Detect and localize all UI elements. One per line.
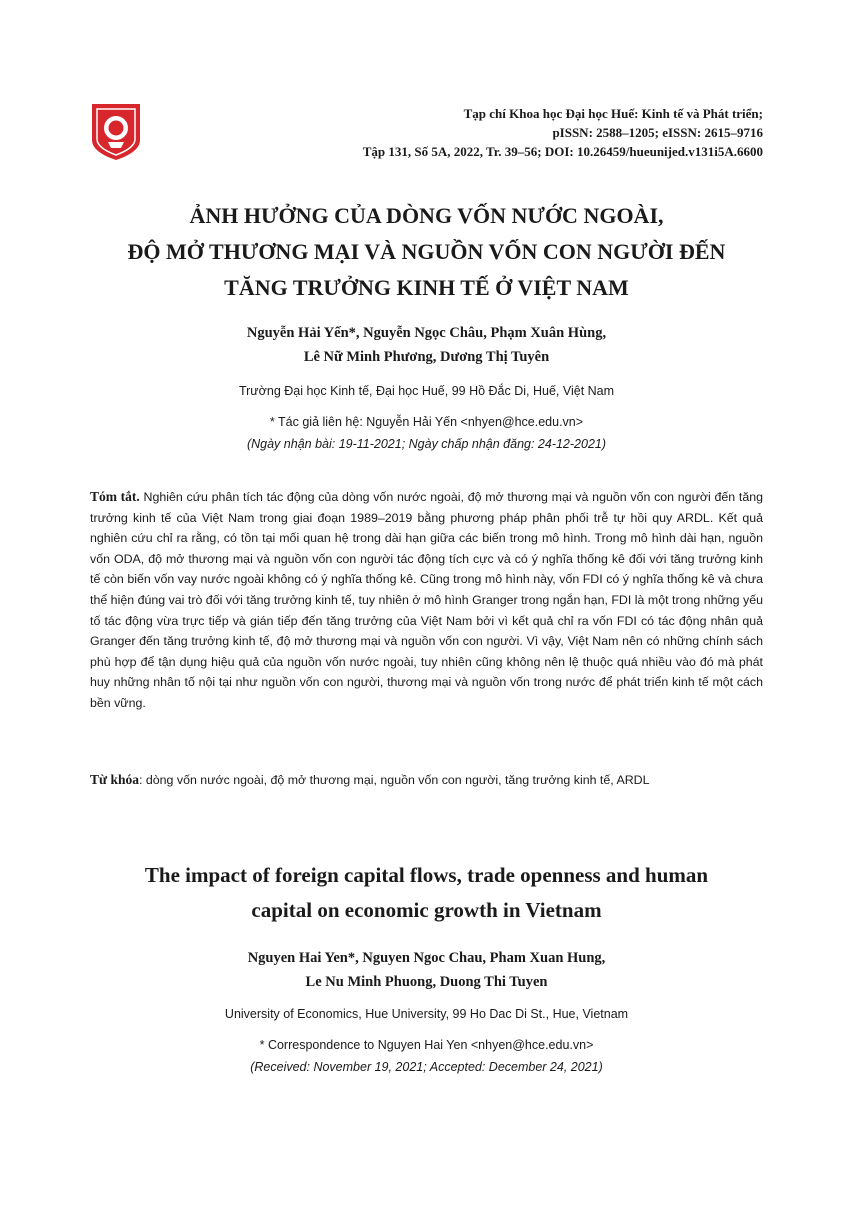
journal-header [243, 104, 763, 161]
authors-vietnamese [80, 321, 773, 369]
title-line: ẢNH HƯỞNG CỦA DÒNG VỐN NƯỚC NGOÀI, [189, 203, 664, 228]
title-english [80, 858, 773, 928]
journal-issn: pISSN: 2588–1205; eISSN: 2615–9716 [552, 125, 763, 140]
keywords-label: Từ khóa [90, 772, 139, 787]
dates-vietnamese: (Ngày nhận bài: 19-11-2021; Ngày chấp nhận đăng: 24-12-2021) [246, 437, 607, 451]
authors-line: Le Nu Minh Phuong, Duong Thi Tuyen [305, 974, 548, 990]
affiliation-english: University of Economics, Hue University, 99 Ho Dac Di St., Hue, Vietnam [224, 1007, 629, 1021]
correspondence-english: * Correspondence to Nguyen Hai Yen <nhyen@hce.edu.vn> [259, 1038, 594, 1052]
title-vietnamese [80, 198, 773, 306]
keywords-vietnamese [90, 770, 763, 790]
title-line: The impact of foreign capital flows, trade openness and human [144, 863, 709, 887]
abstract-text: Nghiên cứu phân tích tác động của dòng vốn nước ngoài, độ mở thương mại và nguồn vốn con người đến tăng trưởng kinh tế của Việt Nam trong giai đoạn 1989–2019 bằng phương pháp phân phối trễ tự hồi quy ARDL. Kết quả nghiên cứu chỉ ra rằng, có tồn tại mối quan hệ trong dài hạn giữa các biến trong mô hình. Trong mô hình dài hạn, nguồn vốn ODA, độ mở thương mại và nguồn vốn con người tác động tích cực và có ý nghĩa thống kê đối với tăng trưởng kinh tế còn biến vốn vay nước ngoài không có ý nghĩa thống kê. Cũng trong mô hình này, vốn FDI có ý nghĩa thống kê và chưa thể hiện đúng vai trò đối với tăng trưởng kinh tế, tuy nhiên ở mô hình Granger trong ngắn hạn, FDI là một trong những yếu tố tác động vừa trực tiếp và gián tiếp đến tăng trưởng của Việt Nam bởi vì kết quả chỉ ra vốn FDI có tác động nhân quả Granger đến tăng trưởng kinh tế, độ mở thương mại và nguồn vốn con người. Vì vậy, Việt Nam nên có những chính sách phù hợp để tận dụng hiệu quả của nguồn vốn nước ngoài, tuy nhiên cũng không nên lệ thuộc quá nhiều vào đó mà phát huy những nhân tố nội tại như nguồn vốn con người, thương mại và nguồn vốn trong nước để phát triển kinh tế một cách bền vững. [90, 490, 764, 710]
abstract-label: Tóm tắt. [90, 489, 140, 504]
university-logo [88, 100, 144, 162]
title-line: TĂNG TRƯỞNG KINH TẾ Ở VIỆT NAM [224, 275, 629, 300]
authors-line: Nguyen Hai Yen*, Nguyen Ngoc Chau, Pham Xuan Hung, [247, 950, 606, 966]
keywords-text: : dòng vốn nước ngoài, độ mở thương mại, nguồn vốn con người, tăng trưởng kinh tế, ARDL [139, 773, 650, 787]
correspondence-vietnamese: * Tác giả liên hệ: Nguyễn Hải Yến <nhyen@hce.edu.vn> [269, 415, 584, 429]
title-line: ĐỘ MỞ THƯƠNG MẠI VÀ NGUỒN VỐN CON NGƯỜI ĐẾN [127, 239, 726, 264]
journal-volume-doi: Tập 131, Số 5A, 2022, Tr. 39–56; DOI: 10.26459/hueunijed.v131i5A.6600 [362, 144, 763, 159]
dates-english: (Received: November 19, 2021; Accepted: December 24, 2021) [250, 1060, 603, 1074]
authors-line: Lê Nữ Minh Phương, Dương Thị Tuyên [303, 349, 550, 365]
title-line: capital on economic growth in Vietnam [251, 898, 602, 922]
abstract-vietnamese [90, 487, 763, 714]
authors-english [80, 946, 773, 994]
authors-line: Nguyễn Hải Yến*, Nguyễn Ngọc Châu, Phạm Xuân Hùng, [246, 325, 607, 341]
journal-name: Tạp chí Khoa học Đại học Huế: Kinh tế và Phát triển; [463, 106, 763, 121]
affiliation-vietnamese: Trường Đại học Kinh tế, Đại học Huế, 99 Hồ Đắc Di, Huế, Việt Nam [238, 384, 615, 398]
